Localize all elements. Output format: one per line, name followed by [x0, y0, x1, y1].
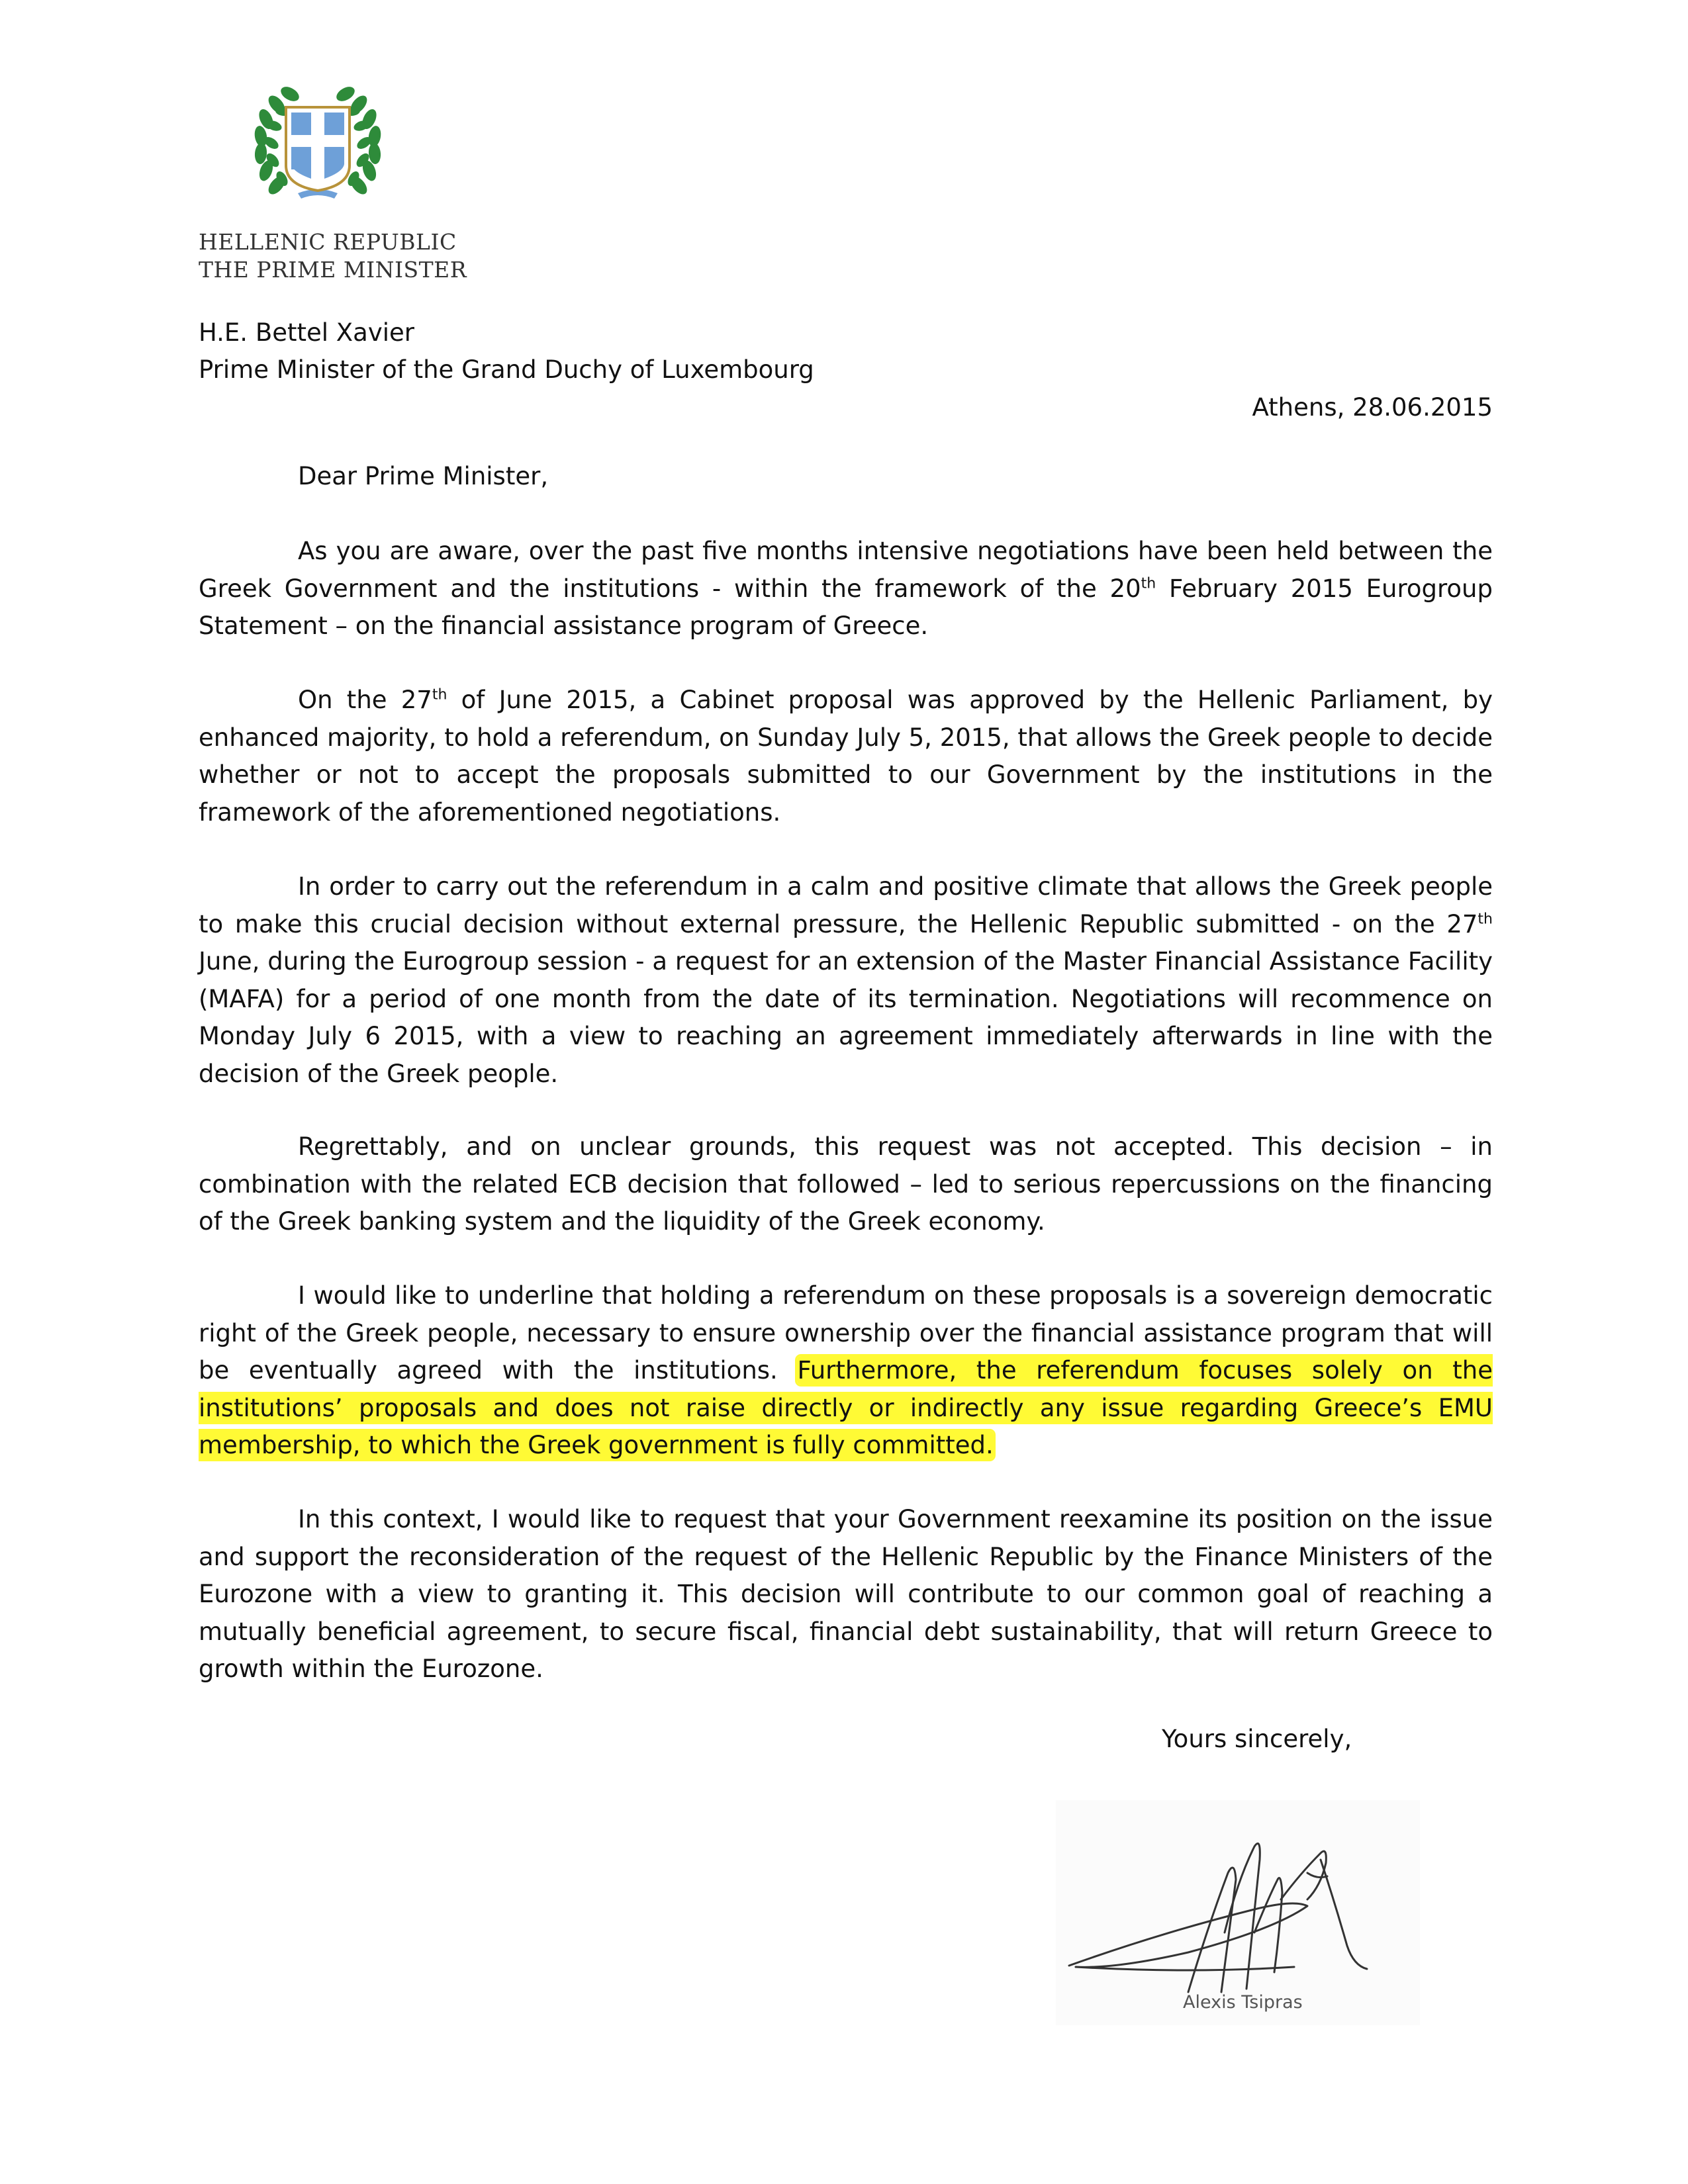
signature-area — [1056, 1800, 1420, 2025]
recipient-name: H.E. Bettel Xavier — [199, 318, 414, 347]
p1-superscript: th — [1141, 575, 1156, 592]
body-paragraph-6 — [199, 1501, 1493, 1688]
body-paragraph-3 — [199, 868, 1493, 1093]
body-paragraph-5 — [199, 1277, 1493, 1465]
letter-date: Athens, 28.06.2015 — [1252, 393, 1493, 422]
body-paragraph-4 — [199, 1128, 1493, 1241]
recipient-block — [199, 314, 1493, 388]
p3-text-a: In order to carry out the referendum in a calm and positive climate that allows the Greek people to make this crucial decision without external pressure, the Hellenic Republic submitted - on the 27 — [199, 872, 1493, 938]
body-paragraph-2 — [199, 682, 1493, 831]
letterhead-republic: HELLENIC REPUBLIC — [199, 229, 457, 255]
letterhead-office: THE PRIME MINISTER — [199, 257, 467, 283]
p4-text: Regrettably, and on unclear grounds, this request was not accepted. This decision – in combination with the related ECB decision that followed – led to serious repercussions on the financing of the Greek banking system and the liquidity of the Greek economy. — [199, 1132, 1493, 1236]
p3-text-b: June, during the Eurogroup session - a request for an extension of the Master Financial Assistance Facility (MAFA) for a period of one month from the date of its termination. Negotiations will recommence on Monday July 6 2015, with a view to reaching an agreement immediately afterwards in line with the decision of the Greek people. — [199, 947, 1493, 1088]
letterhead-text — [199, 228, 596, 284]
closing: Yours sincerely, — [1162, 1725, 1352, 1753]
recipient-title: Prime Minister of the Grand Duchy of Luxembourg — [199, 355, 814, 384]
p5-text-a: I would like to underline that holding a referendum on these proposals is a sovereign democratic right of the Greek people, necessary to ensure ownership over the financial assistance program that will be eventually agreed with the institutions. — [199, 1281, 1493, 1385]
p2-text-b: of June 2015, a Cabinet proposal was approved by the Hellenic Parliament, by enhanced majority, to hold a referendum, on Sunday July 5, 2015, that allows the Greek people to decide whether or not to accept the proposals submitted to our Government by the institutions in the framework of the aforementioned negotiations. — [199, 686, 1493, 827]
body-paragraph-1 — [199, 533, 1493, 645]
p1-text-a: As you are aware, over the past five months intensive negotiations have been held between the Greek Government and the institutions - within the framework of the 20 — [199, 537, 1493, 603]
greek-coat-of-arms-icon — [252, 86, 384, 202]
highlighted-passage: Furthermore, the referendum focuses solely on the institutions’ proposals and does not raise directly or indirectly any issue regarding Greece’s EMU membership, to which the Greek government is fully committed. — [199, 1356, 1493, 1459]
handwritten-signature-icon — [1056, 1800, 1420, 2025]
salutation: Dear Prime Minister, — [298, 462, 549, 490]
p6-text: In this context, I would like to request that your Government reexamine its position on the issue and support the reconsideration of the request of the Hellenic Republic by the Finance Ministers of the Eurozone with a view to granting it. This decision will contribute to our common goal of reaching a mutually beneficial agreement, to secure fiscal, financial debt sustainability, that will return Greece to growth within the Eurozone. — [199, 1505, 1493, 1683]
p2-superscript: th — [432, 686, 447, 704]
p2-text-a: On the 27 — [298, 686, 432, 714]
signatory-name: Alexis Tsipras — [1183, 1992, 1303, 2013]
p3-superscript: th — [1477, 911, 1493, 928]
p1-text-b: February 2015 Eurogroup Statement – on the financial assistance program of Greece. — [199, 574, 1493, 640]
